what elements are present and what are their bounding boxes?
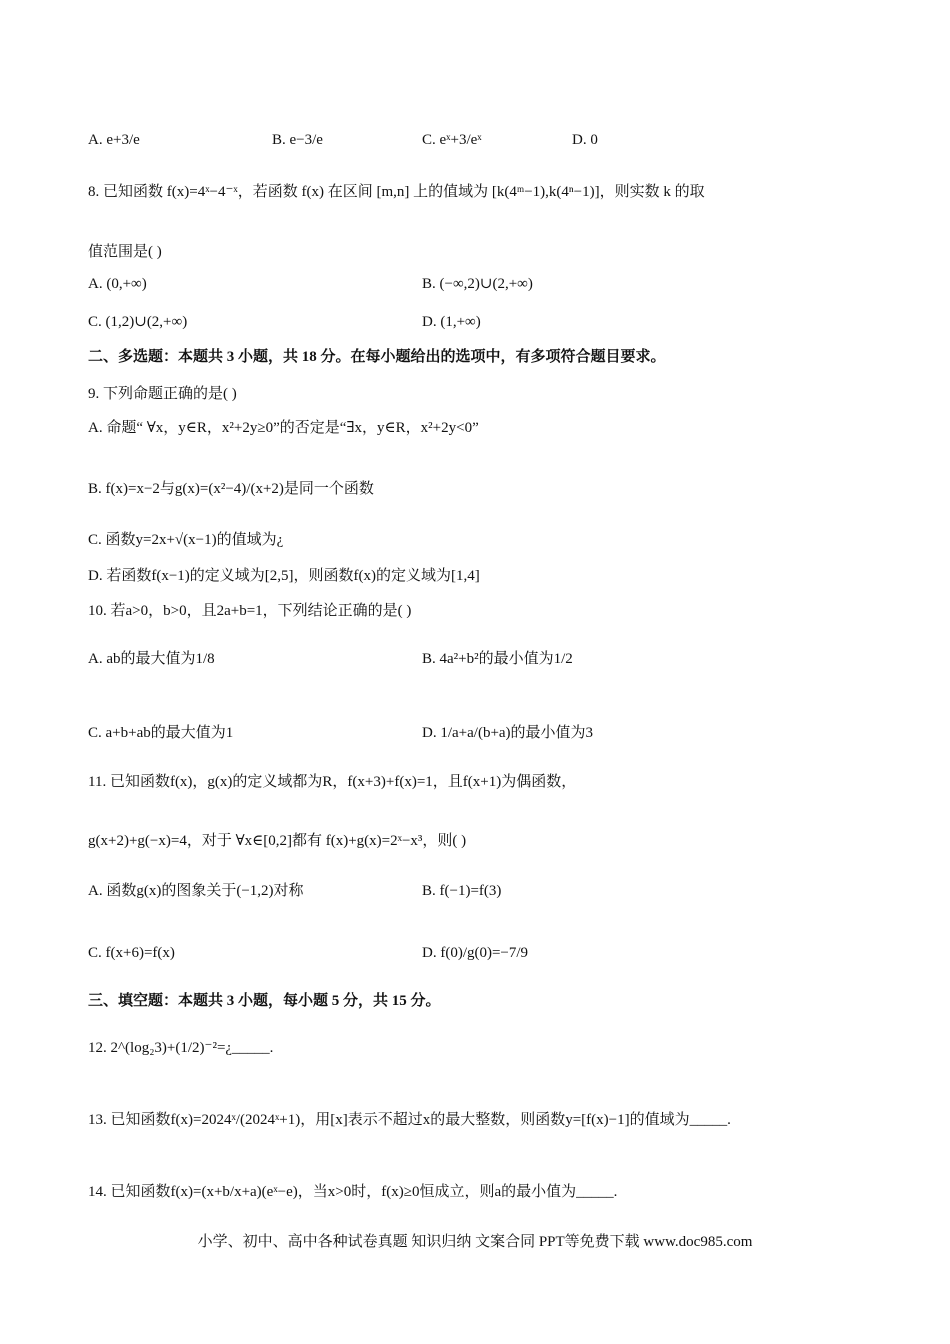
section-heading-fill-in-blank: 三、填空题：本题共 3 小题，每小题 5 分，共 15 分。: [88, 993, 441, 1009]
q7-option-d: D. 0: [572, 132, 598, 148]
q10-option-c: C. a+b+ab的最大值为1: [88, 725, 234, 741]
question-13: 13. 已知函数f(x)=2024ˣ/(2024ˣ+1)，用[x]表示不超过x的最大整数，则函数y=[f(x)−1]的值域为_____.: [88, 1112, 731, 1128]
q10-option-b: B. 4a²+b²的最小值为1/2: [422, 651, 573, 667]
q8-option-b: B. (−∞,2)∪(2,+∞): [422, 276, 533, 292]
q9-option-c: C. 函数y=2x+√(x−1)的值域为¿: [88, 532, 284, 548]
q11-option-d: D. f(0)/g(0)=−7/9: [422, 945, 529, 961]
q11-stem-continued: g(x+2)+g(−x)=4，对于 ∀x∈[0,2]都有 f(x)+g(x)=2ˣ−x³，则( ): [88, 833, 467, 849]
q8-option-c: C. (1,2)∪(2,+∞): [88, 314, 188, 330]
q8-stem: 8. 已知函数 f(x)=4ˣ−4⁻ˣ，若函数 f(x) 在区间 [m,n] 上的值域为 [k(4ᵐ−1),k(4ⁿ−1)]，则实数 k 的取: [88, 184, 705, 200]
question-12: 12. 2^(log₂3)+(1/2)⁻²=¿_____.: [88, 1040, 274, 1056]
q10-option-a: A. ab的最大值为1/8: [88, 651, 215, 667]
question-14: 14. 已知函数f(x)=(x+b/x+a)(eˣ−e)，当x>0时，f(x)≥0恒成立，则a的最小值为_____.: [88, 1184, 618, 1200]
q9-option-a: A. 命题“ ∀x，y∈R，x²+2y≥0”的否定是“∃x，y∈R，x²+2y<0”: [88, 420, 479, 436]
q11-option-b: B. f(−1)=f(3): [422, 883, 502, 899]
q8-option-d: D. (1,+∞): [422, 314, 481, 330]
q11-option-a: A. 函数g(x)的图象关于(−1,2)对称: [88, 883, 304, 899]
q9-option-d: D. 若函数f(x−1)的定义域为[2,5]，则函数f(x)的定义域为[1,4]: [88, 568, 480, 584]
q9-stem: 9. 下列命题正确的是( ): [88, 386, 237, 402]
q8-option-a: A. (0,+∞): [88, 276, 147, 292]
q8-stem-continued: 值范围是( ): [88, 244, 162, 260]
section-heading-multiple-choice: 二、多选题：本题共 3 小题，共 18 分。在每小题给出的选项中，有多项符合题目要求。: [88, 349, 666, 365]
q11-stem: 11. 已知函数f(x)，g(x)的定义域都为R，f(x+3)+f(x)=1，且f(x+1)为偶函数，: [88, 774, 577, 790]
page-footer: 小学、初中、高中各种试卷真题 知识归纳 文案合同 PPT等免费下载 www.doc985.com: [197, 1234, 753, 1250]
q9-option-b: B. f(x)=x−2与g(x)=(x²−4)/(x+2)是同一个函数: [88, 481, 374, 497]
q7-option-a: A. e+3/e: [88, 132, 140, 148]
q7-option-c: C. eˣ+3/eˣ: [422, 132, 482, 148]
q7-option-b: B. e−3/e: [272, 132, 323, 148]
q10-option-d: D. 1/a+a/(b+a)的最小值为3: [422, 725, 594, 741]
q10-stem: 10. 若a>0，b>0，且2a+b=1，下列结论正确的是( ): [88, 603, 412, 619]
q11-option-c: C. f(x+6)=f(x): [88, 945, 175, 961]
